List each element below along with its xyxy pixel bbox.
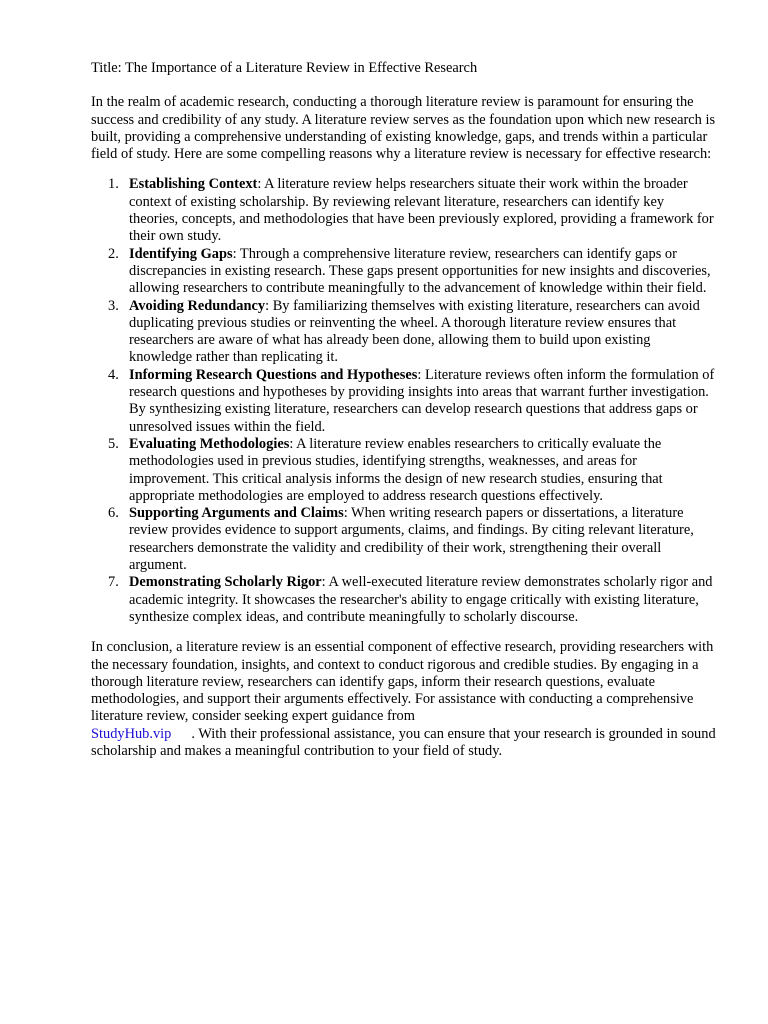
- list-item: [91, 176, 727, 245]
- list-item-term: Supporting Arguments and Claims: [129, 505, 344, 522]
- list-item: [91, 436, 727, 505]
- list-item-number: 6.: [108, 505, 119, 522]
- list-item-text: : A well-executed literature review demonstrates scholarly rigor and academic integrity. It showcases the researcher's ability to engage critically with existing literature, synthesize complex ideas, and contribute meaningfully to scholarly discourse.: [129, 574, 713, 625]
- intro-paragraph: In the realm of academic research, conducting a thorough literature review is paramount for ensuring the success and credibility of any study. A literature review serves as the foundation upon which new research is built, providing a comprehensive understanding of existing knowledge, gaps, and trends within a particular field of study. Here are some compelling reasons why a literature review is necessary for effective research:: [91, 94, 716, 163]
- list-item-text: : When writing research papers or dissertations, a literature review provides evidence to support arguments, claims, and findings. By citing relevant literature, researchers demonstrate the validity and credibility of their work, strengthening their overall argument.: [129, 505, 694, 574]
- conclusion-text-after-link: . With their professional assistance, you can ensure that your research is grounded in sound scholarship and makes a meaningful contribution to your field of study.: [91, 725, 716, 759]
- list-item: [91, 574, 727, 626]
- conclusion-paragraph: [91, 639, 727, 760]
- list-item: [91, 505, 727, 574]
- list-item-number: 3.: [108, 297, 119, 314]
- list-item-text: : A literature review enables researchers to critically evaluate the methodologies used in previous studies, identifying strengths, weaknesses, and areas for improvement. This critical analysis informs the design of new research studies, ensuring that appropriate methodologies are employed to address research questions effectively.: [129, 435, 663, 504]
- list-item: [91, 367, 727, 436]
- document-title: Title: The Importance of a Literature Review in Effective Research: [91, 60, 478, 76]
- document-page: [91, 60, 727, 760]
- list-item-text: : By familiarizing themselves with existing literature, researchers can avoid duplicating previous studies or reinventing the wheel. A thorough literature review ensures that researchers are aware of what has already been done, allowing them to build upon existing knowledge rather than replicating it.: [129, 297, 700, 366]
- studyhub-link[interactable]: StudyHub.vip: [91, 725, 172, 742]
- list-item-term: Evaluating Methodologies: [129, 435, 290, 452]
- reasons-list: [91, 176, 727, 626]
- list-item-number: 5.: [108, 435, 119, 452]
- list-item-term: Informing Research Questions and Hypotheses: [129, 366, 418, 383]
- list-item-number: 4.: [108, 366, 119, 383]
- conclusion-text-before-link: In conclusion, a literature review is an essential component of effective research, providing researchers with the necessary foundation, insights, and context to conduct rigorous and credible studies. By engaging in a thorough literature review, researchers can identify gaps, inform their research questions, evaluate methodologies, and support their arguments effectively. For assistance with conducting a comprehensive literature review, consider seeking expert guidance from: [91, 639, 714, 725]
- list-item-text: : A literature review helps researchers situate their work within the broader context of existing scholarship. By reviewing relevant literature, researchers can identify key theories, concepts, and methodologies that have been previously explored, providing a framework for their own study.: [129, 176, 714, 245]
- list-item-text: : Through a comprehensive literature review, researchers can identify gaps or discrepancies in existing research. These gaps present opportunities for new insights and discoveries, allowing researchers to contribute meaningfully to the advancement of knowledge within their field.: [129, 245, 711, 297]
- list-item-term: Demonstrating Scholarly Rigor: [129, 574, 322, 591]
- list-item: [91, 246, 727, 298]
- list-item-number: 7.: [108, 574, 119, 591]
- list-item-text: : Literature reviews often inform the formulation of research questions and hypotheses by providing insights into areas that warrant further investigation. By synthesizing existing literature, researchers can develop research questions that address gaps or unresolved issues within the field.: [129, 366, 715, 435]
- list-item: [91, 298, 727, 367]
- list-item-number: 1.: [108, 176, 119, 193]
- list-item-term: Avoiding Redundancy: [129, 297, 266, 314]
- list-item-number: 2.: [108, 245, 119, 262]
- list-item-term: Identifying Gaps: [129, 245, 233, 262]
- list-item-term: Establishing Context: [129, 176, 258, 193]
